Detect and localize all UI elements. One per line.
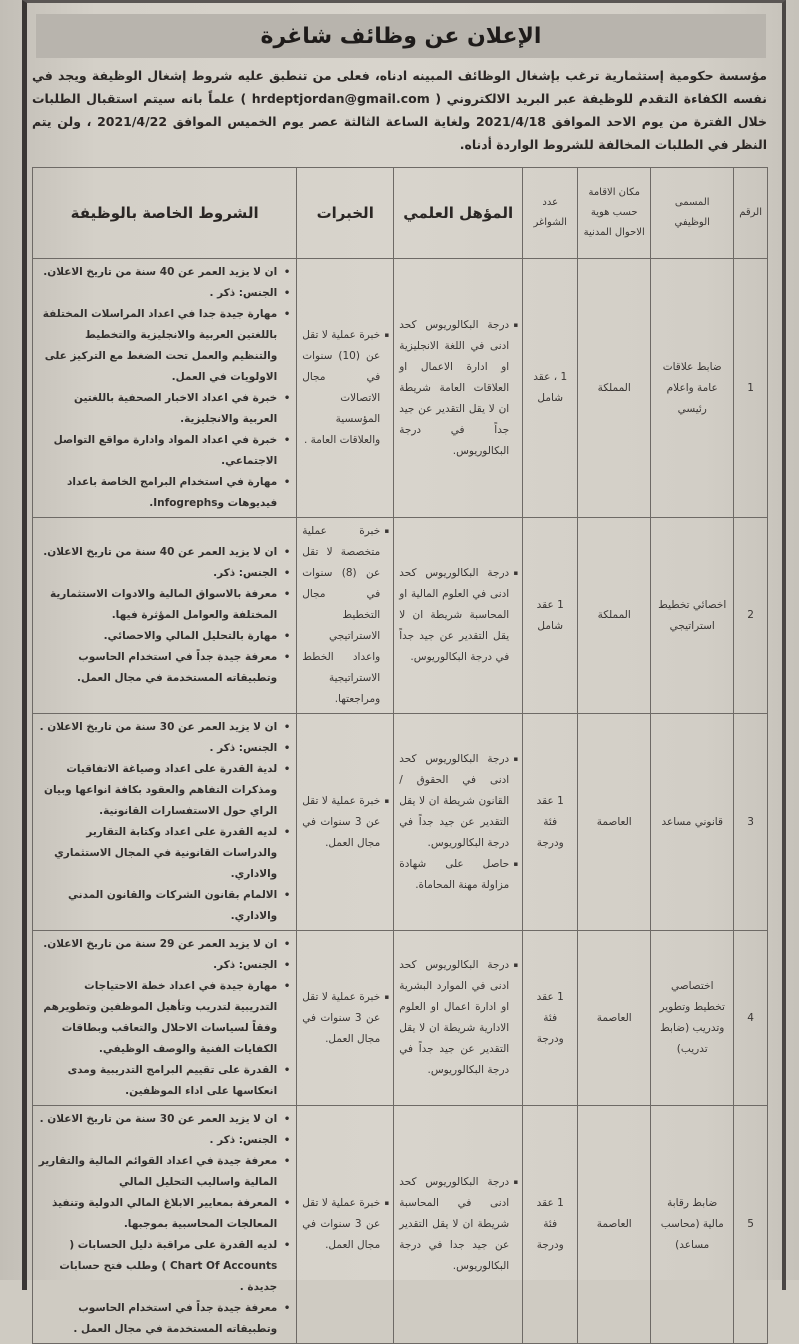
row-qualification xyxy=(394,931,523,1106)
email-link[interactable]: hrdeptjordan@gmail.com xyxy=(251,91,430,106)
conditions-item: • ان لا يزيد العمر عن 30 سنة من تاريخ الاعلان . xyxy=(38,717,277,738)
qualification-item: ▪ درجة البكالوريوس كحد ادنى في الموارد البشرية او ادارة اعمال او العلوم الادارية شريطة ان لا يقل التقدير عن جيد جداً في درجة البكالوريوس. xyxy=(399,955,509,1081)
conditions-item: • الجنس: ذكر. xyxy=(38,955,277,976)
row-num: 3 xyxy=(734,714,768,931)
conditions-item: • القدرة على تقييم البرامج التدريبية ومدى انعكاسها على اداء الموظفين. xyxy=(38,1060,277,1102)
conditions-item: • المعرفة بمعايير الابلاغ المالي الدولية وتنفيذ المعالجات المحاسبية بموجبها. xyxy=(38,1193,277,1235)
conditions-item: • ان لا يزيد العمر عن 29 سنة من تاريخ الاعلان. xyxy=(38,934,277,955)
header-place: مكان الاقامة حسب هوية الاحوال المدنية xyxy=(578,168,651,259)
table-row xyxy=(33,931,768,1106)
experience-item: ▪ خبرة عملية لا تقل عن 3 سنوات في مجال العمل. xyxy=(302,987,380,1050)
conditions-item: • مهارة جيدة في اعداد خطة الاحتياجات التدريبية لتدريب وتأهيل الموظفين وتطويرهم وفقاً لسياسات الاحلال والتعاقب وبطاقات الكفايات الفنية والوصف الوظيفي. xyxy=(38,976,277,1060)
row-num: 2 xyxy=(734,518,768,714)
row-experience xyxy=(297,1106,394,1344)
row-qualification xyxy=(394,518,523,714)
header-num: الرقم xyxy=(734,168,768,259)
qualification-item: ▪ درجة البكالوريوس كحد ادنى في الحقوق / القانون شريطة ان لا يقل التقدير عن جيد جداً في درجة البكالوريوس. xyxy=(399,749,509,854)
conditions-item: • خبرة في اعداد المواد وادارة مواقع التواصل الاجتماعي. xyxy=(38,430,277,472)
row-num: 4 xyxy=(734,931,768,1106)
conditions-item: • مهارة بالتحليل المالي والاحصائي. xyxy=(38,626,277,647)
row-experience xyxy=(297,518,394,714)
row-place: المملكة xyxy=(578,518,651,714)
header-experience: الخبرات xyxy=(297,168,394,259)
conditions-item: • الالمام بقانون الشركات والقانون المدني والاداري. xyxy=(38,885,277,927)
jobs-table xyxy=(32,167,768,1344)
qualification-item: ▪ درجة البكالوريوس كحد ادنى في اللغة الانجليزية او ادارة الاعمال او العلاقات العامة شريطة ان لا يقل التقدير عن جيد جداً في درجة البكالوريوس. xyxy=(399,315,509,462)
row-conditions xyxy=(33,1106,297,1344)
row-count: 1 عقد فئة ودرجة xyxy=(523,1106,578,1344)
row-num: 1 xyxy=(734,259,768,518)
row-count: 1 ، عقد شامل xyxy=(523,259,578,518)
row-place: العاصمة xyxy=(578,714,651,931)
header-count: عدد الشواغر xyxy=(523,168,578,259)
qualification-item: ▪ حاصل على شهادة مزاولة مهنة المحاماة. xyxy=(399,854,509,896)
conditions-item: • ان لا يزيد العمر عن 30 سنة من تاريخ الاعلان . xyxy=(38,1109,277,1130)
table-row xyxy=(33,714,768,931)
row-conditions xyxy=(33,931,297,1106)
qualification-item: ▪ درجة البكالوريوس كحد ادنى في العلوم المالية او المحاسبة شريطة ان لا يقل التقدير عن جيد جداً في درجة البكالوريوس. xyxy=(399,563,509,668)
row-conditions xyxy=(33,714,297,931)
row-qualification xyxy=(394,714,523,931)
qualification-item: ▪ درجة البكالوريوس كحد ادنى في المحاسبة شريطة ان لا يقل التقدير عن جيد جدا في درجة البكالوريوس. xyxy=(399,1172,509,1277)
row-conditions xyxy=(33,518,297,714)
experience-item: ▪ خبرة عملية لا تقل عن 3 سنوات في مجال العمل. xyxy=(302,791,380,854)
table-row xyxy=(33,518,768,714)
row-qualification xyxy=(394,259,523,518)
row-qualification xyxy=(394,1106,523,1344)
conditions-item: • الجنس: ذكر . xyxy=(38,738,277,759)
conditions-item: • الجنس: ذكر. xyxy=(38,563,277,584)
row-experience xyxy=(297,931,394,1106)
experience-item: ▪ خبرة عملية متخصصة لا تقل عن (8) سنوات في مجال التخطيط الاستراتيجي واعداد الخطط الاستراتيجية ومراجعتها. xyxy=(302,521,380,710)
row-conditions xyxy=(33,259,297,518)
experience-item: ▪ خبرة عملية لا تقل عن (10) سنوات في مجال الاتصالات المؤسسية والعلاقات العامة . xyxy=(302,325,380,451)
conditions-item: • مهارة في استخدام البرامج الخاصة باعداد فيديوهات وInfogrephs. xyxy=(38,472,277,514)
conditions-item: • خبرة في اعداد الاخبار الصحفية باللغتين العربية والانجليزية. xyxy=(38,388,277,430)
conditions-item: • معرفة جيدة في اعداد القوائم المالية والتقارير المالية واساليب التحليل المالي xyxy=(38,1151,277,1193)
conditions-item: • الجنس: ذكر . xyxy=(38,283,277,304)
row-place: العاصمة xyxy=(578,1106,651,1344)
conditions-item: • مهارة جيدة جدا في اعداد المراسلات المختلفة باللغتين العربية والانجليزية والتخطيط والتنظيم والعمل تحت الضغط مع التركيز على الاولويات في العمل. xyxy=(38,304,277,388)
conditions-item: • معرفة جيدة جداً في استخدام الحاسوب وتطبيقاته المستخدمة في مجال العمل. xyxy=(38,647,277,689)
intro-text-2: ) علماً بانه سيتم استقبال الطلبات خلال الفترة من يوم الاحد الموافق 2021/4/18 ولغاية الساعة الثالثة عصر يوم الخميس الموافق 2021/4/22 ، ولن يتم النظر في الطلبات المخالفة للشروط الواردة أدناه. xyxy=(32,91,767,152)
row-job-title: ضابط رقابة مالية (محاسب مساعد) xyxy=(651,1106,734,1344)
title-banner xyxy=(36,14,766,58)
header-title: المسمى الوظيفي xyxy=(651,168,734,259)
intro-text-1: مؤسسة حكومية إستثمارية ترغب بإشغال الوظائف المبينه ادناه، فعلى من تنطبق عليه شروط إشغال الوظيفة ويجد في نفسه الكفاءة التقدم للوظيفة عبر البريد الالكتروني ( xyxy=(32,68,767,106)
intro-paragraph xyxy=(32,64,767,156)
table-header-row xyxy=(33,168,768,259)
conditions-item: • ان لا يزيد العمر عن 40 سنة من تاريخ الاعلان. xyxy=(38,542,277,563)
row-num: 5 xyxy=(734,1106,768,1344)
conditions-item: • لديه القدرة على اعداد وكتابة التقارير والدراسات القانونية في المجال الاستثماري والاداري. xyxy=(38,822,277,885)
row-count: 1 عقد فئة ودرجة xyxy=(523,714,578,931)
row-place: العاصمة xyxy=(578,931,651,1106)
conditions-item: • معرفة جيدة جداً في استخدام الحاسوب وتطبيقاته المستخدمة في مجال العمل . xyxy=(38,1298,277,1340)
row-job-title: قانوني مساعد xyxy=(651,714,734,931)
conditions-item: • معرفة بالاسواق المالية والادوات الاستثمارية المختلفة والعوامل المؤثرة فيها. xyxy=(38,584,277,626)
header-conditions: الشروط الخاصة بالوظيفة xyxy=(33,168,297,259)
page-title: الإعلان عن وظائف شاغرة xyxy=(260,23,542,49)
row-job-title: ضابط علاقات عامة واعلام رئيسي xyxy=(651,259,734,518)
conditions-item: • لدية القدرة على اعداد وصياغة الاتفاقيات ومذكرات التفاهم والعقود بكافة انواعها وبيان الراي حول الاستفسارات القانونية. xyxy=(38,759,277,822)
conditions-item: • الجنس: ذكر . xyxy=(38,1130,277,1151)
conditions-item: • ان لا يزيد العمر عن 40 سنة من تاريخ الاعلان. xyxy=(38,262,277,283)
row-place: المملكة xyxy=(578,259,651,518)
table-row xyxy=(33,1106,768,1344)
row-job-title: اخصائي تخطيط استراتيجي xyxy=(651,518,734,714)
row-job-title: اختصاصي تخطيط وتطوير وتدريب (ضابط تدريب) xyxy=(651,931,734,1106)
header-qualification: المؤهل العلمي xyxy=(394,168,523,259)
row-count: 1 عقد فئة ودرجة xyxy=(523,931,578,1106)
row-experience xyxy=(297,714,394,931)
row-experience xyxy=(297,259,394,518)
experience-item: ▪ خبرة عملية لا تقل عن 3 سنوات في مجال العمل. xyxy=(302,1193,380,1256)
conditions-item: • لديه القدرة على مراقبة دليل الحسابات ( Chart Of Accounts ) وطلب فتح حسابات جديدة . xyxy=(38,1235,277,1298)
table-row xyxy=(33,259,768,518)
row-count: 1 عقد شامل xyxy=(523,518,578,714)
